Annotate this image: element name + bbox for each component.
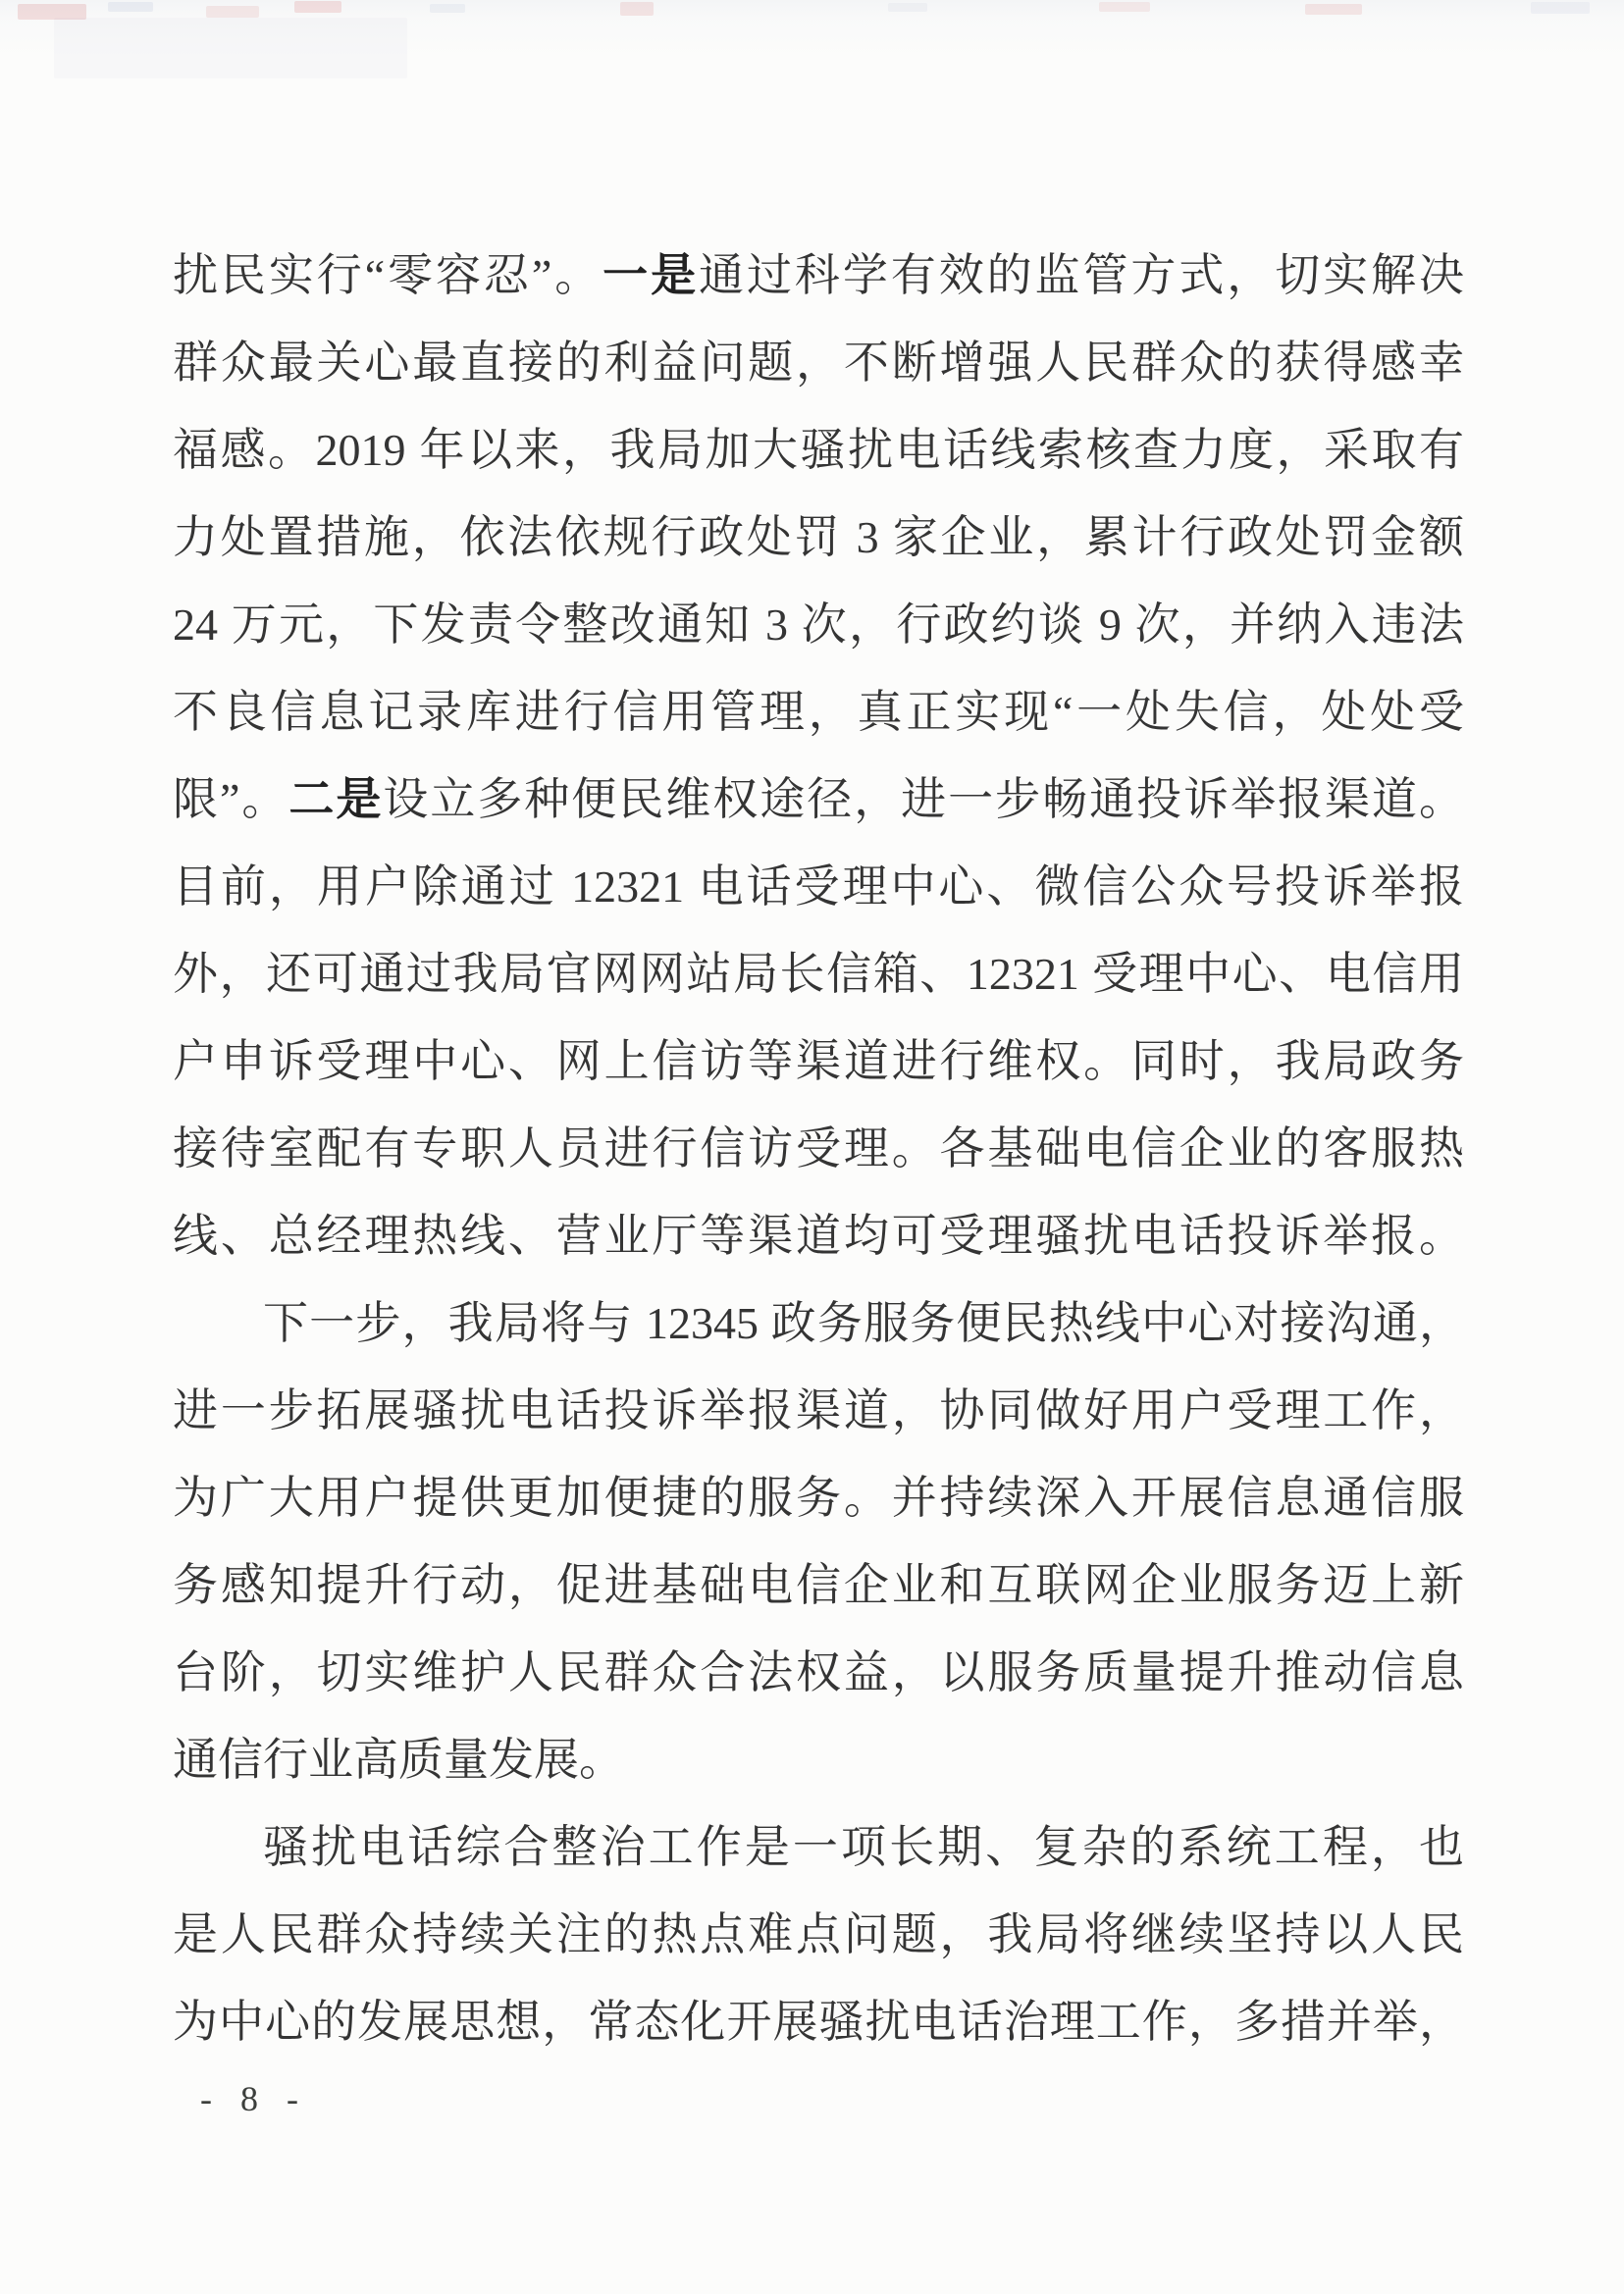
text-line [173,756,1464,843]
scan-artifact [620,2,654,16]
text-line [173,1105,1464,1192]
body-text: 群众最关心最直接的利益问题，不断增强人民群众的获得感幸 [173,338,1464,388]
text-line [173,581,1464,668]
emphasis-text: 一是 [602,250,700,300]
text-line [173,1716,1464,1803]
body-text: 24 万元，下发责令整改通知 3 次，行政约谈 9 次，并纳入违法 [173,600,1464,650]
body-text: 福感。2019 年以来，我局加大骚扰电话线索核查力度，采取有 [173,425,1464,475]
body-text: 通过科学有效的监管方式，切实解决 [699,250,1465,300]
body-text: 为广大用户提供更加便捷的服务。并持续深入开展信息通信服 [173,1473,1464,1523]
body-text: 限”。 [173,774,289,824]
text-line [173,494,1464,581]
emphasis-text: 二是 [288,774,384,824]
scan-noise-strip [0,0,1624,88]
text-line [173,843,1464,930]
text-line [173,1192,1464,1279]
text-line [173,406,1464,494]
body-text: 接待室配有专职人员进行信访受理。各基础电信企业的客服热 [173,1123,1464,1173]
text-line [173,930,1464,1017]
body-text: 通信行业高质量发展。 [173,1735,624,1785]
body-text: 设立多种便民维权途径，进一步畅通投诉举报渠道。 [383,774,1464,824]
scan-artifact [54,18,407,78]
scan-artifact [206,6,259,18]
page-number: - 8 - [200,2079,308,2118]
text-line [173,1978,1464,2065]
text-line [173,1454,1464,1541]
body-text: 力处置措施，依法依规行政处罚 3 家企业，累计行政处罚金额 [173,512,1464,562]
text-line [173,1017,1464,1105]
body-text: 不良信息记录库进行信用管理，真正实现“一处失信，处处受 [173,687,1464,737]
scan-artifact [18,4,86,20]
paragraph-1 [173,232,1464,1279]
body-text: 是人民群众持续关注的热点难点问题，我局将继续坚持以人民 [173,1909,1464,1959]
text-line [173,668,1464,756]
text-line [173,1279,1464,1367]
text-line [173,1629,1464,1716]
paragraph-3 [173,1803,1464,2065]
body-text: 目前，用户除通过 12321 电话受理中心、微信公众号投诉举报 [173,861,1464,912]
text-line [173,1541,1464,1629]
body-text: 务感知提升行动，促进基础电信企业和互联网企业服务迈上新 [173,1560,1464,1610]
body-text: 下一步，我局将与 12345 政务服务便民热线中心对接沟通， [263,1298,1464,1348]
body-text: 扰民实行“零容忍”。 [173,250,603,300]
body-text: 为中心的发展思想，常态化开展骚扰电话治理工作，多措并举， [173,1997,1464,2047]
paragraph-2 [173,1279,1464,1803]
scan-artifact [1305,4,1362,15]
document-body [173,232,1464,2065]
body-text: 进一步拓展骚扰电话投诉举报渠道，协同做好用户受理工作， [173,1385,1464,1435]
scan-artifact [1531,2,1590,14]
scan-artifact [430,4,465,13]
scan-artifact [888,3,927,12]
scan-artifact [108,2,153,12]
scan-artifact [294,1,341,13]
scan-artifact [1099,2,1150,12]
text-line [173,1803,1464,1891]
body-text: 外，还可通过我局官网网站局长信箱、12321 受理中心、电信用 [173,949,1464,999]
body-text: 线、总经理热线、营业厅等渠道均可受理骚扰电话投诉举报。 [173,1211,1464,1261]
text-line [173,319,1464,406]
body-text: 户申诉受理中心、网上信访等渠道进行维权。同时，我局政务 [173,1036,1464,1086]
text-line [173,232,1464,319]
text-line [173,1891,1464,1978]
text-line [173,1367,1464,1454]
body-text: 骚扰电话综合整治工作是一项长期、复杂的系统工程，也 [263,1822,1464,1872]
body-text: 台阶，切实维护人民群众合法权益，以服务质量提升推动信息 [173,1647,1464,1697]
